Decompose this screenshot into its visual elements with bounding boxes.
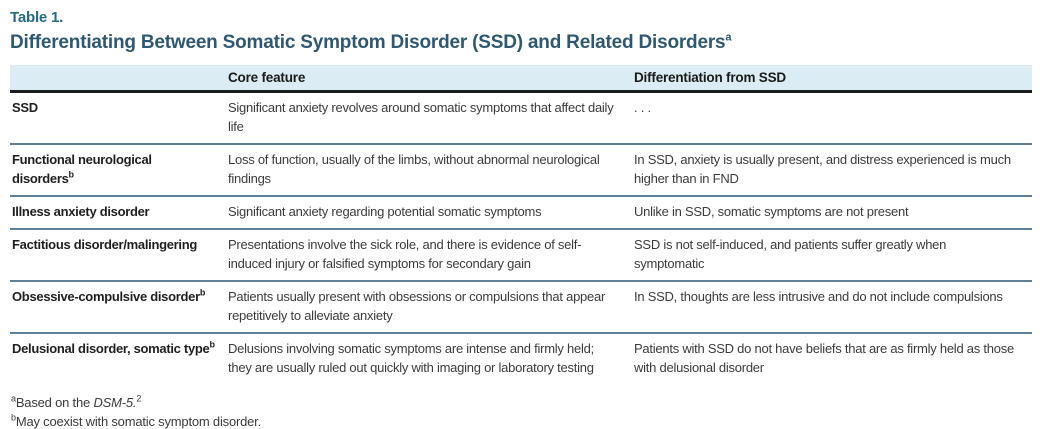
core-feature-cell: Significant anxiety regarding potential somatic symptoms [228,196,634,229]
table-row [10,196,1032,229]
footnote-b [11,412,1032,429]
disorder-name-cell [10,333,228,384]
differentiation-cell: . . . [634,92,1032,145]
header-row [10,65,1032,92]
comparison-table [10,65,1032,384]
table-title [10,31,1032,55]
differentiation-cell: Patients with SSD do not have beliefs that are as firmly held as those with delusional disorder [634,341,1014,375]
footnote-marker: a [11,393,16,404]
disorder-name-cell [10,229,228,281]
footnote-marker: b [209,339,215,350]
table-row [10,333,1032,384]
core-feature-cell: Presentations involve the sick role, and there is evidence of self-induced injury or falsified symptoms for secondary gain [228,229,634,281]
table-number-label: Table 1. [10,9,64,26]
disorder-name-cell [10,92,228,145]
disorder-name: Delusional disorder, somatic type [12,341,210,356]
disorder-name-cell [10,196,228,229]
table-row [10,144,1032,196]
disorder-name: Illness anxiety disorder [12,204,150,219]
differentiation-cell: SSD is not self-induced, and patients suffer greatly when symptomatic [634,229,1032,281]
column-header-core-feature: Core feature [228,65,634,92]
footnote-text: Based on the [15,395,94,410]
table-title-footnote-marker: a [725,31,732,44]
column-header-differentiation: Differentiation from SSD [634,65,1032,92]
table-row [10,92,1032,145]
disorder-name-cell [10,281,228,333]
footnote-italic-text: DSM-5. [93,395,137,410]
disorder-name: Obsessive-compulsive disorder [12,289,200,304]
footnote-marker: b [68,169,74,180]
footnote-marker: b [11,412,16,423]
core-feature-cell: Significant anxiety revolves around somatic symptoms that affect daily life [228,92,634,145]
footnotes [10,393,1032,429]
core-feature-cell: Patients usually present with obsessions or compulsions that appear repetitively to alleviate anxiety [228,281,634,333]
column-header-disorder [10,65,228,92]
footnote-text: May coexist with somatic symptom disorder. [15,414,261,429]
footnote-a [11,393,1032,412]
differentiation-cell: In SSD, anxiety is usually present, and distress experienced is much higher than in FND [634,144,1032,196]
core-feature-cell: Loss of function, usually of the limbs, without abnormal neurological findings [228,144,634,196]
reference-marker: 2 [136,393,142,404]
disorder-name-cell [10,144,228,196]
disorder-name: Functional neurological disorders [12,152,152,186]
disorder-name: Factitious disorder/malingering [12,237,198,252]
table-row [10,281,1032,333]
differentiation-cell: Unlike in SSD, somatic symptoms are not present [634,196,1032,229]
table-title-text: Differentiating Between Somatic Symptom Disorder (SSD) and Related Disorders [10,32,726,53]
differentiation-cell: In SSD, thoughts are less intrusive and do not include compulsions [634,281,1032,333]
disorder-name: SSD [12,100,38,115]
core-feature-cell: Delusions involving somatic symptoms are intense and firmly held; they are usually ruled out quickly with imaging or laboratory testing [228,341,594,375]
table-row [10,229,1032,281]
footnote-marker: b [199,287,206,298]
